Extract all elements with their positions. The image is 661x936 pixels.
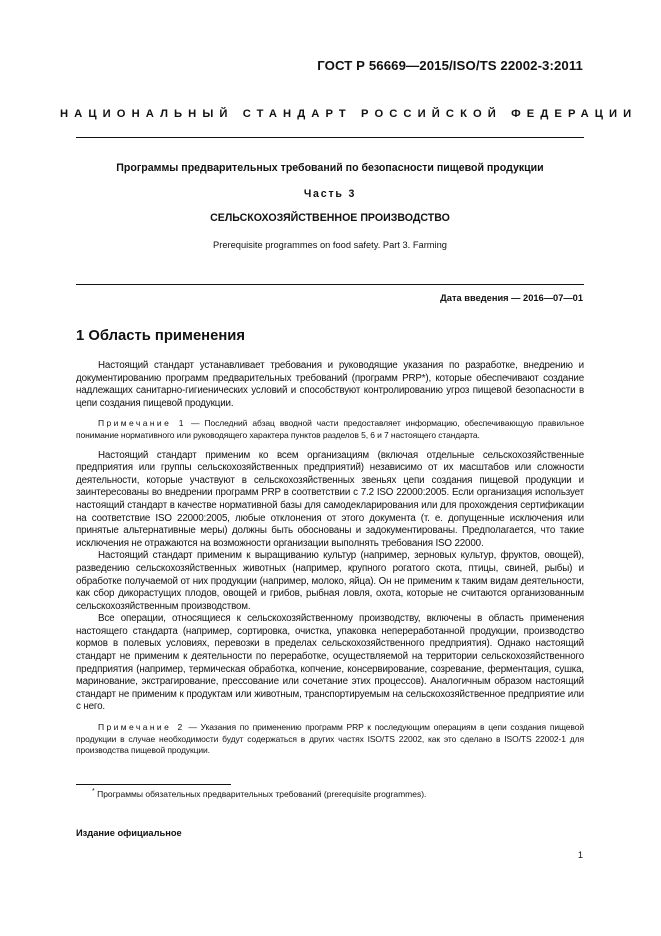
note-2-text: — Указания по применению программ PRP к последующим операциям в цепи создания пищевой продукции в случае необходимости будут содержаться в других частях ISO/TS 22002, как это сделано в ISO/TS 22002-1 для производства пищевой продукции.	[76, 722, 584, 756]
section-heading: 1 Область применения	[76, 328, 246, 344]
footnote	[92, 788, 426, 799]
introduction-date: Дата введения — 2016—07—01	[440, 293, 583, 303]
footnote-text: Программы обязательных предварительных требований (prerequisite programmes).	[94, 788, 427, 799]
section-body	[76, 360, 584, 757]
header-rule	[76, 137, 584, 138]
note-1	[76, 418, 584, 441]
paragraph-4: Все операции, относящиеся к сельскохозяйственному производству, включены в область применения настоящего стандарта (например, сортировка, очистка, упаковка непереработанной продукции, производство кормов в полевых условиях, перевозки в пределах сельскохозяйственного предприятия). Однако настоящий стандарт не применим к деятельности по переработке, осуществляемой на территории сельскохозяйственного предприятия (например, термическая обработка, копчение, консервирование, созревание, ферментация, сушка, маринование, экстрагирование, прессование или сочетание этих процессов). Аналогичным образом настоящий стандарт не применим к продуктам или животным, транспортируемым на сельскохозяйственное предприятие или с него.	[76, 613, 584, 713]
note-2	[76, 722, 584, 757]
standard-code: ГОСТ Р 56669—2015/ISO/TS 22002-3:2011	[317, 58, 583, 73]
paragraph-1: Настоящий стандарт устанавливает требования и руководящие указания по разработке, внедрению и документированию программ предварительных требований (программ PRP*), которые обеспечивают создание надлежащих санитарно-гигиенических условий и способствуют контролированию угроз пищевой безопасности в цепи создания пищевой продукции.	[76, 360, 584, 409]
paragraph-3: Настоящий стандарт применим к выращиванию культур (например, зерновых культур, фруктов, овощей), разведению сельскохозяйственных животных (например, крупного рогатого скота, птицы, свиней, рыбы) и обработке получаемой от них продукции (например, молоко, яйца). Он не применим к таким видам деятельности, как сбор дикорастущих плодов, овощей и грибов, рыбная ловля, охота, которые не считаются организованным сельскохозяйственным производством.	[76, 550, 584, 612]
note-1-text: — Последний абзац вводной части предоставляет информацию, обеспечивающую правильное понимание нормативного или руководящего характера пунктов разделов 5, 6 и 7 настоящего стандарта.	[76, 418, 585, 440]
document-title: Программы предварительных требований по безопасности пищевой продукции	[116, 162, 544, 174]
document-subject: СЕЛЬСКОХОЗЯЙСТВЕННОЕ ПРОИЗВОДСТВО	[210, 212, 450, 224]
footnote-marker: *	[92, 788, 95, 795]
paragraph-2: Настоящий стандарт применим ко всем организациям (включая отдельные сельскохозяйственные предприятия или группы сельскохозяйственных предприятий) независимо от их масштабов или сложности деятельности, которые участвуют в сельскохозяйственных звеньях цепи создания пищевой продукции и заинтересованы во внедрении программ PRP в соответствии с 7.2 ISO 22000:2005. Если организация использует настоящий стандарт в качестве нормативной базы для самодекларирования или для прохождения сертификации на соответствие ISO 22000:2005, любые отклонения от этого документа (т. е. допущенные исключения или принятые альтернативные меры) должны быть обоснованы и задокументированы. Предполагается, что такие исключения не отражаются на возможности организации выполнять требования ISO 22000.	[76, 449, 584, 549]
english-title: Prerequisite programmes on food safety. Part 3. Farming	[213, 240, 447, 250]
note-2-label: Примечание 2	[98, 722, 185, 733]
title-rule	[76, 284, 584, 285]
page-number: 1	[577, 850, 583, 860]
note-1-label: Примечание 1	[98, 418, 186, 429]
part-label: Часть 3	[303, 188, 357, 200]
official-edition-label: Издание официальное	[76, 828, 182, 838]
footnote-rule	[76, 784, 231, 785]
national-standard-heading: НАЦИОНАЛЬНЫЙ СТАНДАРТ РОССИЙСКОЙ ФЕДЕРАЦИИ	[60, 108, 638, 120]
